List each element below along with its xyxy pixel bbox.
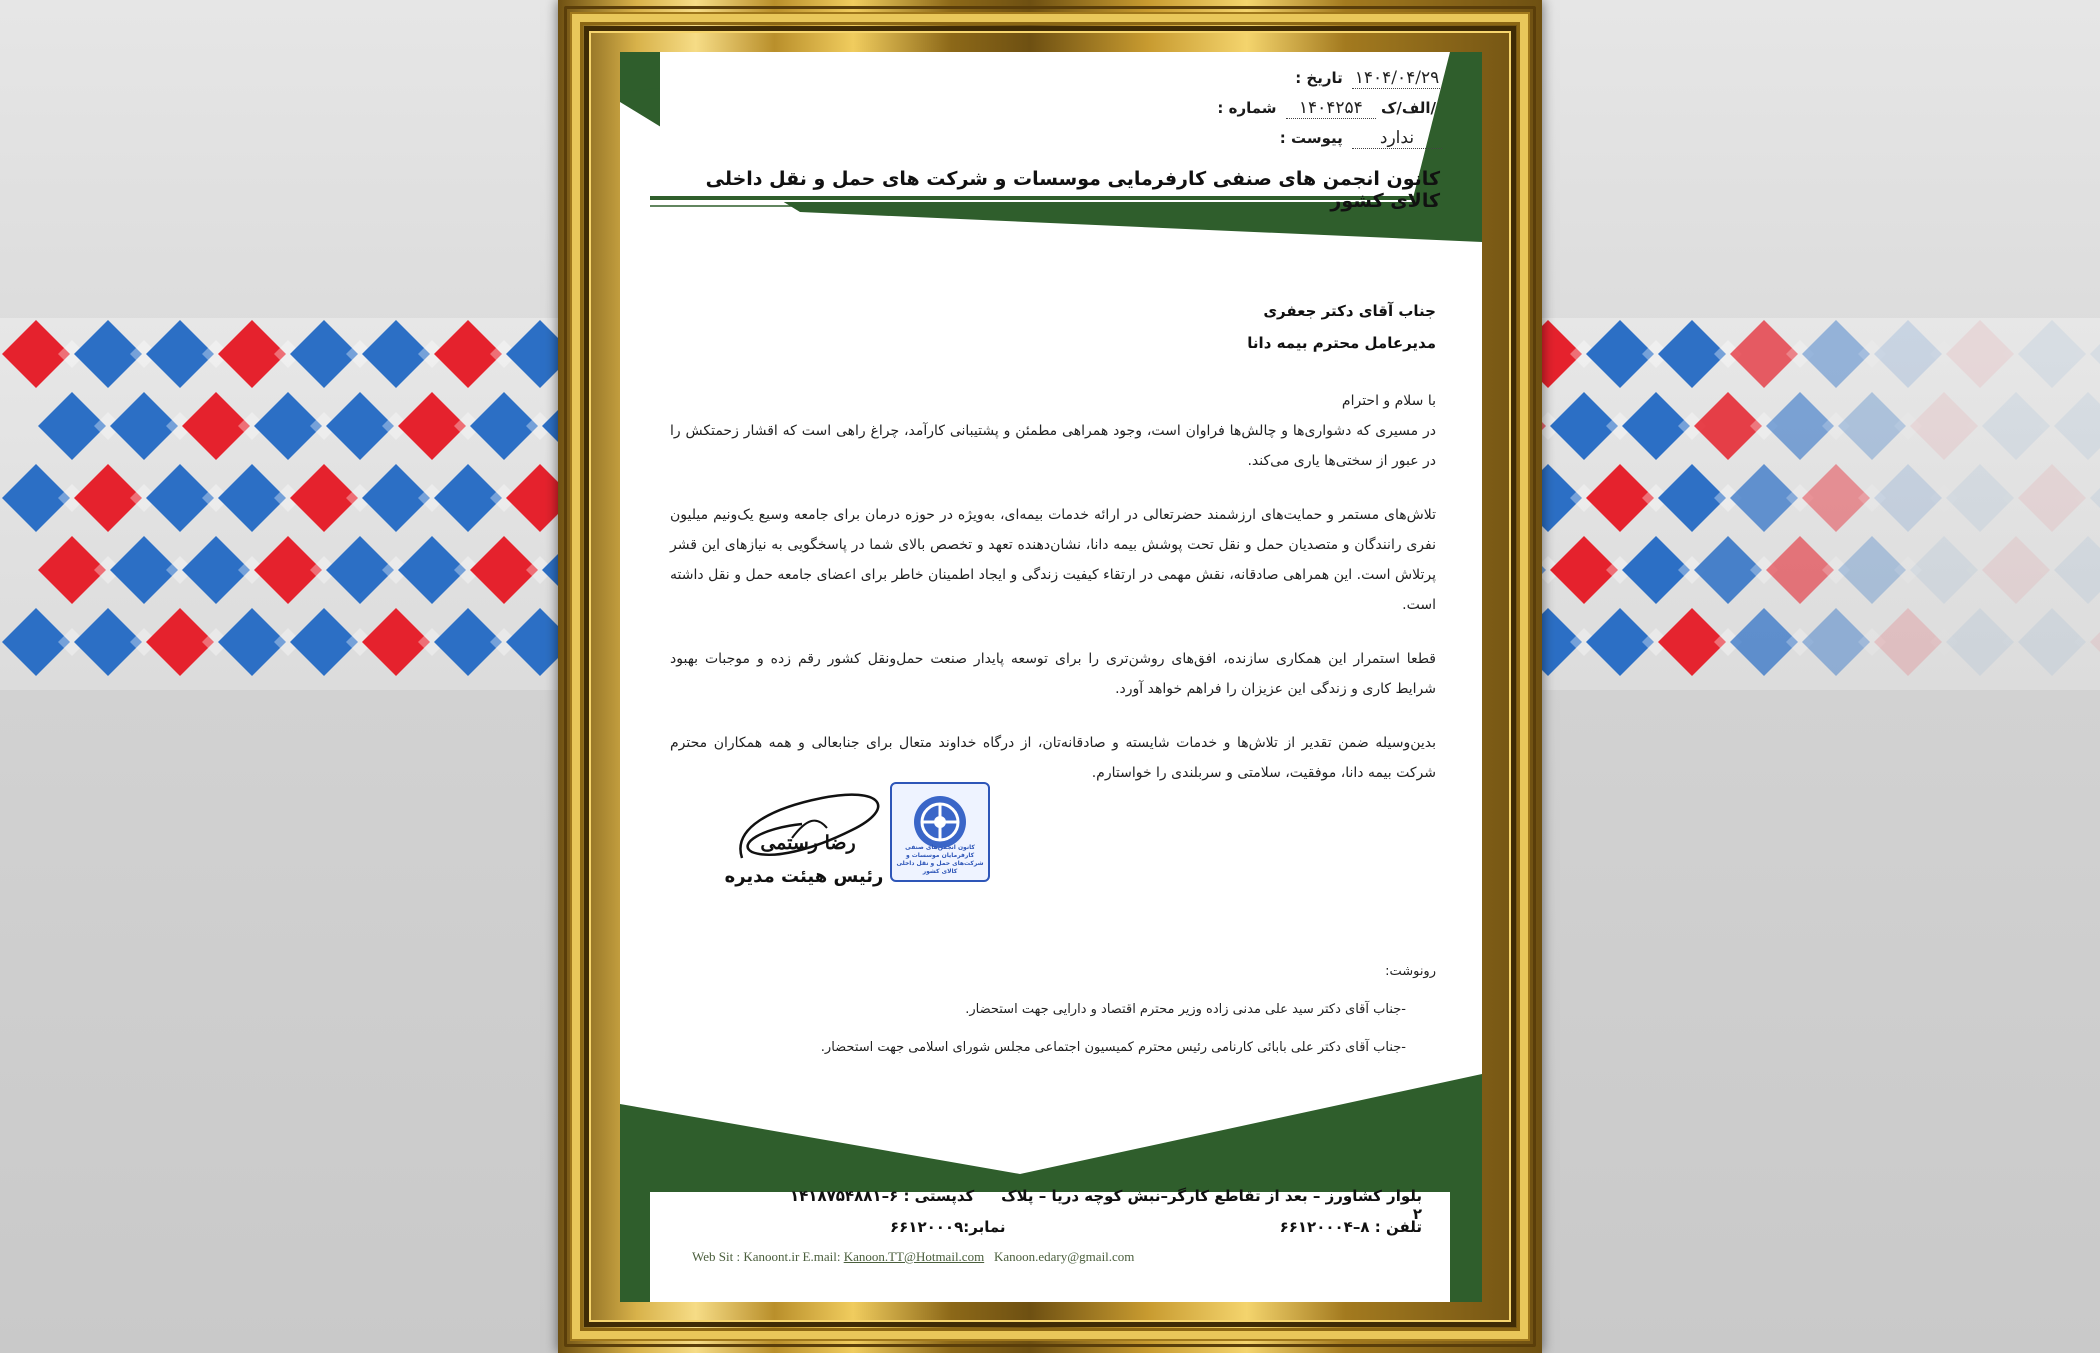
signature-role: رئیس هیئت مدیره [724,866,884,887]
signature-scribble [732,768,892,878]
cc-line-1: -جناب آقای دکتر سید علی مدنی زاده وزیر محترم اقتصاد و دارایی جهت استحضار. [965,1002,1406,1017]
recipient-name: جناب آقای دکتر جعفری [1263,302,1436,320]
footer-postal-code: کدپستی : ۶–۱۴۱۸۷۵۴۸۸۱ [790,1187,975,1205]
footer-web-email [692,1249,1252,1265]
stamp-logo-icon [910,792,970,852]
blue-diamond [2054,392,2100,460]
letter-paper [620,52,1482,1302]
paragraph-4: بدین‌وسیله ضمن تقدیر از تلاش‌ها و خدمات شایسته و صادقانه‌تان، از درگاه خداوند متعال برای جنابعالی و همه همکاران محترم شرکت بیمه دانا، موفقیت، سلامتی و سربلندی را خواستارم. [670,735,1436,781]
blue-diamond [2090,320,2100,388]
blue-diamond [2054,536,2100,604]
signature-name: رضا رستمی [760,832,856,854]
date-row [1142,68,1442,89]
greeting: با سلام و احترام [1341,393,1436,409]
footer-phone: تلفن : ۸–۶۶۱۲۰۰۰۴ [1279,1218,1422,1236]
number-row [1082,98,1442,119]
red-diamond [2090,608,2100,676]
paragraph-1: در مسیری که دشواری‌ها و چالش‌ها فراوان است، وجود همراهی مطمئن و پشتیبانی کارآمد، چراغ راهی است که اقشار زحمتکش را در عبور از سختی‌ها یاری می‌کند. [670,423,1436,469]
stamp-text: کانون انجمن‌های صنفی کارفرمایان موسسات و شرکت‌های حمل و نقل داخلی کالای کشور [896,844,984,875]
paragraph-3: قطعا استمرار این همکاری سازنده، افق‌های روشن‌تری را برای توسعه پایدار صنعت حمل‌ونقل کشور رقم زده و موجبات بهبود شرایط کاری و زندگی این عزیزان را فراهم خواهد آورد. [670,651,1436,697]
organization-title: کانون انجمن های صنفی کارفرمایی موسسات و شرکت های حمل و نقل داخلی کالای کشور [705,168,1440,212]
cc-label: رونوشت: [1385,964,1436,979]
organization-stamp [890,782,990,882]
attachment-value: ندارد [1352,128,1442,149]
footer-fax: نمابر:۶۶۱۲۰۰۰۹ [890,1218,1006,1236]
footer-web-prefix: Web Sit : Kanoont.ir E.mail: [692,1249,841,1264]
date-value: ۱۴۰۴/۰۴/۲۹ [1352,68,1442,89]
date-label: تاریخ : [1295,69,1343,87]
blue-diamond [2090,464,2100,532]
footer-green-right [1450,1192,1482,1302]
footer-email-2[interactable]: Kanoon.edary@gmail.com [993,1249,1135,1264]
attachment-row [1142,128,1442,149]
paragraph-2: تلاش‌های مستمر و حمایت‌های ارزشمند حضرتعالی در ارائه خدمات بیمه‌ای، به‌ویژه در حوزه درمان برای جامعه وسیع یک‌ونیم میلیون نفری رانندگان و متصدیان حمل و نقل تحت پوشش بیمه دانا، نشان‌دهنده تعهد و تخصص بالای شما در پاسخگویی به نیازهای این قشر پرتلاش است. این همراهی صادقانه، نقش مهمی در ارتقاء کیفیت زندگی و ایجاد اطمینان خاطر برای اعضای جامعه حمل و نقل داشته است. [670,507,1436,613]
number-suffix: /الف/ک [1381,99,1436,117]
footer-address: بلوار کشاورز – بعد از تقاطع کارگر–نبش کوچه دریا – پلاک ۲ [1001,1187,1422,1223]
attachment-label: پیوست : [1279,129,1343,147]
recipient-title: مدیرعامل محترم بیمه دانا [1247,334,1436,352]
number-value: ۱۴۰۴۲۵۴ [1286,98,1376,119]
number-label: شماره : [1217,99,1277,117]
footer-email-1[interactable]: Kanoon.TT@Hotmail.com [843,1249,985,1264]
cc-line-2: -جناب آقای دکتر علی بابائی کارنامی رئیس محترم کمیسیون اجتماعی مجلس شورای اسلامی جهت استحضار. [820,1040,1406,1055]
footer-green-left [620,1192,650,1302]
